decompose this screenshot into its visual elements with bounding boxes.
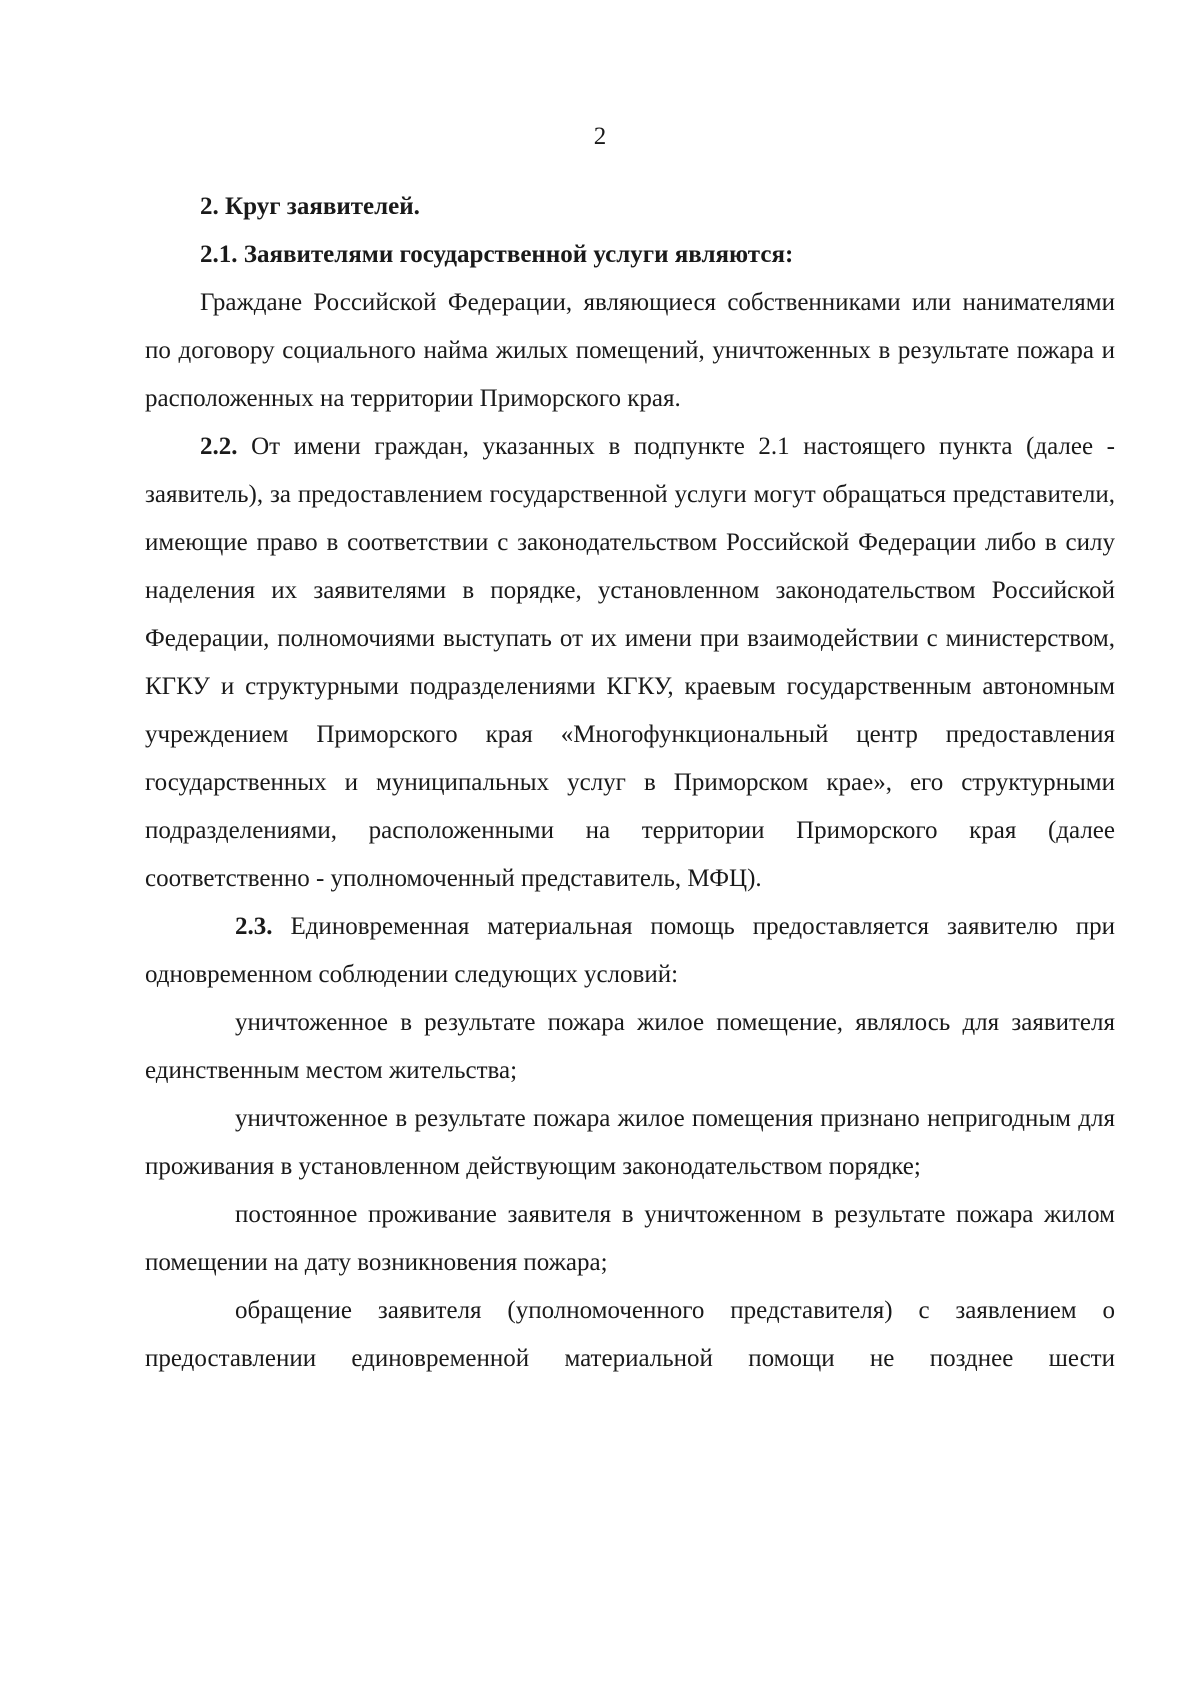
subsection-2-2-number: 2.2. bbox=[200, 433, 238, 460]
subsection-2-3-number: 2.3. bbox=[235, 913, 273, 940]
section-heading: 2. Круг заявителей. bbox=[200, 193, 420, 220]
document-body bbox=[145, 183, 1115, 1383]
subsection-2-1-heading: 2.1. Заявителями государственной услуги являются: bbox=[200, 241, 794, 268]
condition-item: обращение заявителя (уполномоченного представителя) с заявлением о предоставлении единовременной материальной помощи не позднее шести bbox=[145, 1297, 1115, 1372]
subsection-2-3-text: Единовременная материальная помощь предоставляется заявителю при одновременном соблюдении следующих условий: bbox=[145, 913, 1115, 988]
subsection-2-1-text: Граждане Российской Федерации, являющиеся собственниками или нанимателями по договору социального найма жилых помещений, уничтоженных в результате пожара и расположенных на территории Приморского края. bbox=[145, 289, 1115, 412]
subsection-2-2-paragraph bbox=[145, 423, 1115, 903]
page-number: 2 bbox=[593, 123, 607, 150]
condition-item: уничтоженное в результате пожара жилое помещение, являлось для заявителя единственным местом жительства; bbox=[145, 1009, 1115, 1084]
condition-item: постоянное проживание заявителя в уничтоженном в результате пожара жилом помещении на дату возникновения пожара; bbox=[145, 1201, 1115, 1276]
subsection-2-3-paragraph bbox=[145, 903, 1115, 999]
subsection-2-2-text: От имени граждан, указанных в подпункте 2.1 настоящего пункта (далее - заявитель), за предоставлением государственной услуги могут обращаться представители, имеющие право в соответствии с законодательством Российской Федерации либо в силу наделения их заявителями в порядке, установленном законодательством Российской Федерации, полномочиями выступать от их имени при взаимодействии с министерством, КГКУ и структурными подразделениями КГКУ, краевым государственным автономным учреждением Приморского края «Многофункциональный центр предоставления государственных и муниципальных услуг в Приморском крае», его структурными подразделениями, расположенными на территории Приморского края (далее соответственно - уполномоченный представитель, МФЦ). bbox=[145, 433, 1115, 892]
condition-item: уничтоженное в результате пожара жилое помещения признано непригодным для проживания в установленном действующим законодательством порядке; bbox=[145, 1105, 1115, 1180]
